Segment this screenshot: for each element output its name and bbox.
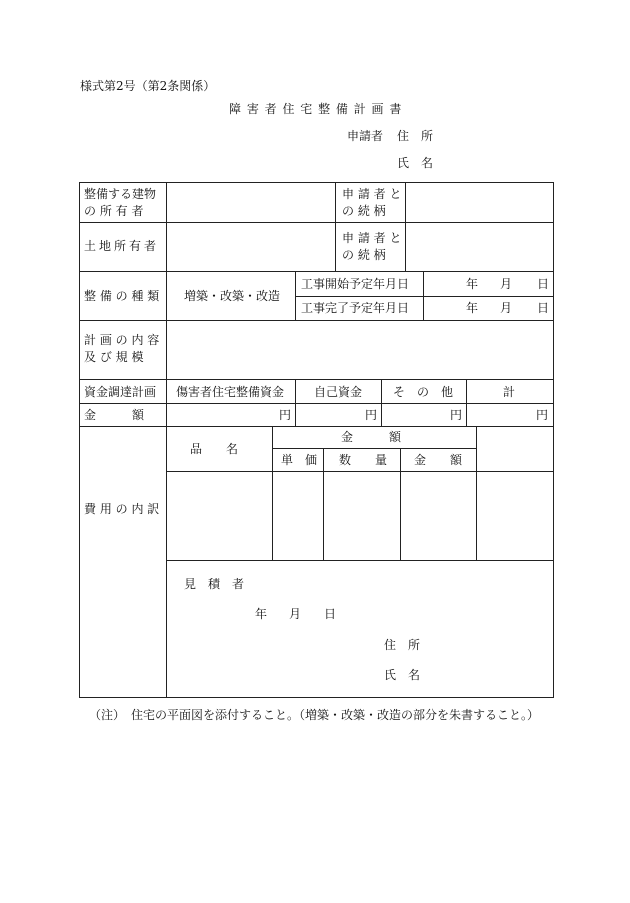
funding-col-total: 計 [503, 385, 516, 399]
building-owner-relation-line2: の 続 柄 [342, 204, 386, 218]
building-owner-relation-line1: 申 請 者 と [342, 187, 402, 201]
estimator-month: 月 [289, 607, 302, 621]
land-owner-relation-line2: の 続 柄 [342, 248, 386, 262]
land-owner-relation-line1: 申 請 者 と [342, 231, 402, 245]
building-owner-label-line2: の 所 有 者 [84, 204, 144, 218]
amount-unit-own: 円 [365, 408, 378, 422]
form-number: 様式第2号（第2条関係） [80, 79, 216, 93]
estimator-address-label: 住 所 [384, 638, 421, 652]
building-owner-label-line1: 整備する建物 [84, 187, 157, 201]
funding-col-subsidy: 傷害者住宅整備資金 [176, 385, 285, 399]
estimator-day: 日 [324, 607, 337, 621]
footnote: （注） 住宅の平面図を添付すること。（増築・改築・改造の部分を朱書すること。） [89, 708, 540, 722]
applicant-name-label: 氏 名 [397, 156, 434, 170]
applicant-label: 申請者 [347, 129, 384, 143]
amount-unit-other: 円 [450, 408, 463, 422]
cost-unit-price-header: 単 価 [281, 453, 318, 467]
funding-col-own: 自己資金 [314, 385, 363, 399]
cost-quantity-header: 数 量 [339, 453, 388, 467]
work-type-label: 整 備 の 種 類 [84, 289, 160, 303]
plan-label-line2: 及 び 規 模 [84, 350, 144, 364]
funding-label: 資金調達計画 [84, 385, 157, 399]
cost-sum-header: 金 額 [414, 453, 463, 467]
cost-item-name-header: 品 名 [190, 442, 239, 456]
land-owner-label: 土地所有者 [84, 239, 160, 253]
cost-amount-header: 金 額 [341, 430, 402, 444]
work-start-label: 工事開始予定年月日 [301, 277, 410, 291]
amount-unit-total: 円 [536, 408, 549, 422]
work-start-year: 年 [466, 277, 479, 291]
work-end-day: 日 [537, 301, 550, 315]
applicant-address-label: 住 所 [397, 129, 434, 143]
page-title: 障 害 者 住 宅 整 備 計 画 書 [229, 102, 403, 116]
work-end-year: 年 [466, 301, 479, 315]
cost-label: 費 用 の 内 訳 [84, 502, 160, 516]
work-end-month: 月 [500, 301, 513, 315]
estimator-name-label: 氏 名 [384, 668, 421, 682]
work-start-month: 月 [500, 277, 513, 291]
amount-label: 金 額 [84, 408, 145, 422]
estimator-label: 見 積 者 [184, 577, 245, 591]
work-end-label: 工事完了予定年月日 [301, 301, 410, 315]
estimator-year: 年 [255, 607, 268, 621]
amount-unit-subsidy: 円 [279, 408, 292, 422]
work-type-value: 増築・改築・改造 [184, 289, 281, 303]
funding-col-other: そ の 他 [393, 385, 454, 399]
work-start-day: 日 [537, 277, 550, 291]
plan-label-line1: 計 画 の 内 容 [84, 333, 160, 347]
